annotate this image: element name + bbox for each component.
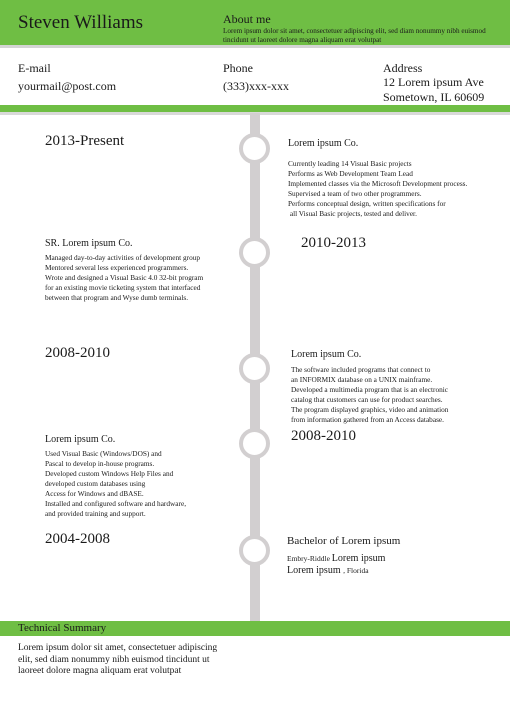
entry-line: Currently leading 14 Visual Basic projects: [288, 159, 412, 168]
entry-line: Managed day-to-day activities of development group: [45, 253, 201, 262]
address-label: Address: [383, 61, 423, 75]
entry-date: 2010-2013: [301, 235, 366, 251]
entry-description: [45, 449, 186, 519]
entry-line: Performs as Web Development Team Lead: [288, 169, 413, 178]
school-prefix: Embry-Riddle: [287, 554, 332, 563]
entry-line: Implemented classes via the Microsoft Development process.: [288, 179, 468, 188]
entry-date: 2008-2010: [291, 428, 356, 444]
entry-line: The program displayed graphics, video and animation: [291, 405, 449, 414]
timeline-node: [239, 535, 270, 566]
education-location: [287, 560, 369, 578]
location-city: Lorem ipsum: [287, 565, 344, 576]
entry-line: Wrote and designed a Visual Basic 4.0 32-bit program: [45, 273, 204, 282]
entry-line: Mentored several less experienced programmers.: [45, 263, 189, 272]
email-label: E-mail: [18, 61, 51, 75]
location-state: , Florida: [343, 566, 369, 575]
entry-company: Lorem ipsum Co.: [45, 434, 116, 445]
contact-divider-bar: [0, 105, 510, 112]
entry-date: 2013-Present: [45, 133, 125, 149]
school-name: Lorem ipsum: [331, 553, 386, 564]
timeline-node: [239, 353, 270, 384]
entry-line: from information gathered from an Access database.: [291, 415, 444, 424]
entry-line: an INFORMIX database on a UNIX mainframe.: [291, 375, 433, 384]
entry-line: Installed and configured software and hardware,: [45, 499, 187, 508]
email-value: yourmail@post.com: [18, 79, 117, 93]
entry-line: Pascal to develop in-house programs.: [45, 459, 155, 468]
education-degree: Bachelor of Lorem ipsum: [287, 535, 401, 547]
timeline-node: [239, 428, 270, 459]
entry-company: Lorem ipsum Co.: [291, 349, 362, 360]
about-title: About me: [223, 12, 271, 26]
entry-description: [288, 159, 467, 219]
summary-text: Lorem ipsum dolor sit amet, consectetuer adipiscing elit, sed diam nonummy nibh euismod tincidunt ut laoreet dolore magna aliquam erat volutpat: [18, 643, 218, 676]
entry-line: Supervised a team of two other programmers.: [288, 189, 422, 198]
header-divider: [0, 45, 510, 48]
entry-line: all Visual Basic projects, tested and deliver.: [288, 209, 417, 218]
entry-line: between that program and Wyse dumb terminals.: [45, 293, 189, 302]
entry-company: SR. Lorem ipsum Co.: [45, 238, 133, 249]
about-text: Lorem ipsum dolor sit amet, consectetuer adipiscing elit, sed diam nonummy nibh euismod tincidunt ut laoreet dolore magna aliquam erat volutpat: [223, 27, 486, 44]
entry-line: for an existing movie ticketing system that interfaced: [45, 283, 201, 292]
entry-line: Performs conceptual design, written specifications for: [288, 199, 446, 208]
entry-line: and provided training and support.: [45, 509, 146, 518]
candidate-name: Steven Williams: [18, 12, 144, 33]
summary-title: Technical Summary: [18, 622, 107, 634]
entry-company: Lorem ipsum Co.: [288, 138, 359, 149]
entry-line: Developed a multimedia program that is an electronic: [291, 385, 449, 394]
entry-line: catalog that customers can use for product searches.: [291, 395, 443, 404]
entry-line: developed custom databases using: [45, 479, 146, 488]
entry-line: The software included programs that connect to: [291, 365, 431, 374]
timeline-node: [239, 133, 270, 164]
address-line2: Sometown, IL 60609: [383, 90, 485, 104]
entry-date: 2008-2010: [45, 345, 110, 361]
address-line1: 12 Lorem ipsum Ave: [383, 75, 484, 89]
entry-line: Developed custom Windows Help Files and: [45, 469, 174, 478]
entry-description: [291, 365, 448, 425]
entry-line: Used Visual Basic (Windows/DOS) and: [45, 449, 162, 458]
entry-date: 2004-2008: [45, 531, 110, 547]
entry-line: Access for Windows and dBASE.: [45, 489, 144, 498]
phone-value: (333)xxx-xxx: [223, 79, 289, 93]
timeline-node: [239, 237, 270, 268]
phone-label: Phone: [223, 61, 253, 75]
entry-description: [45, 253, 203, 303]
